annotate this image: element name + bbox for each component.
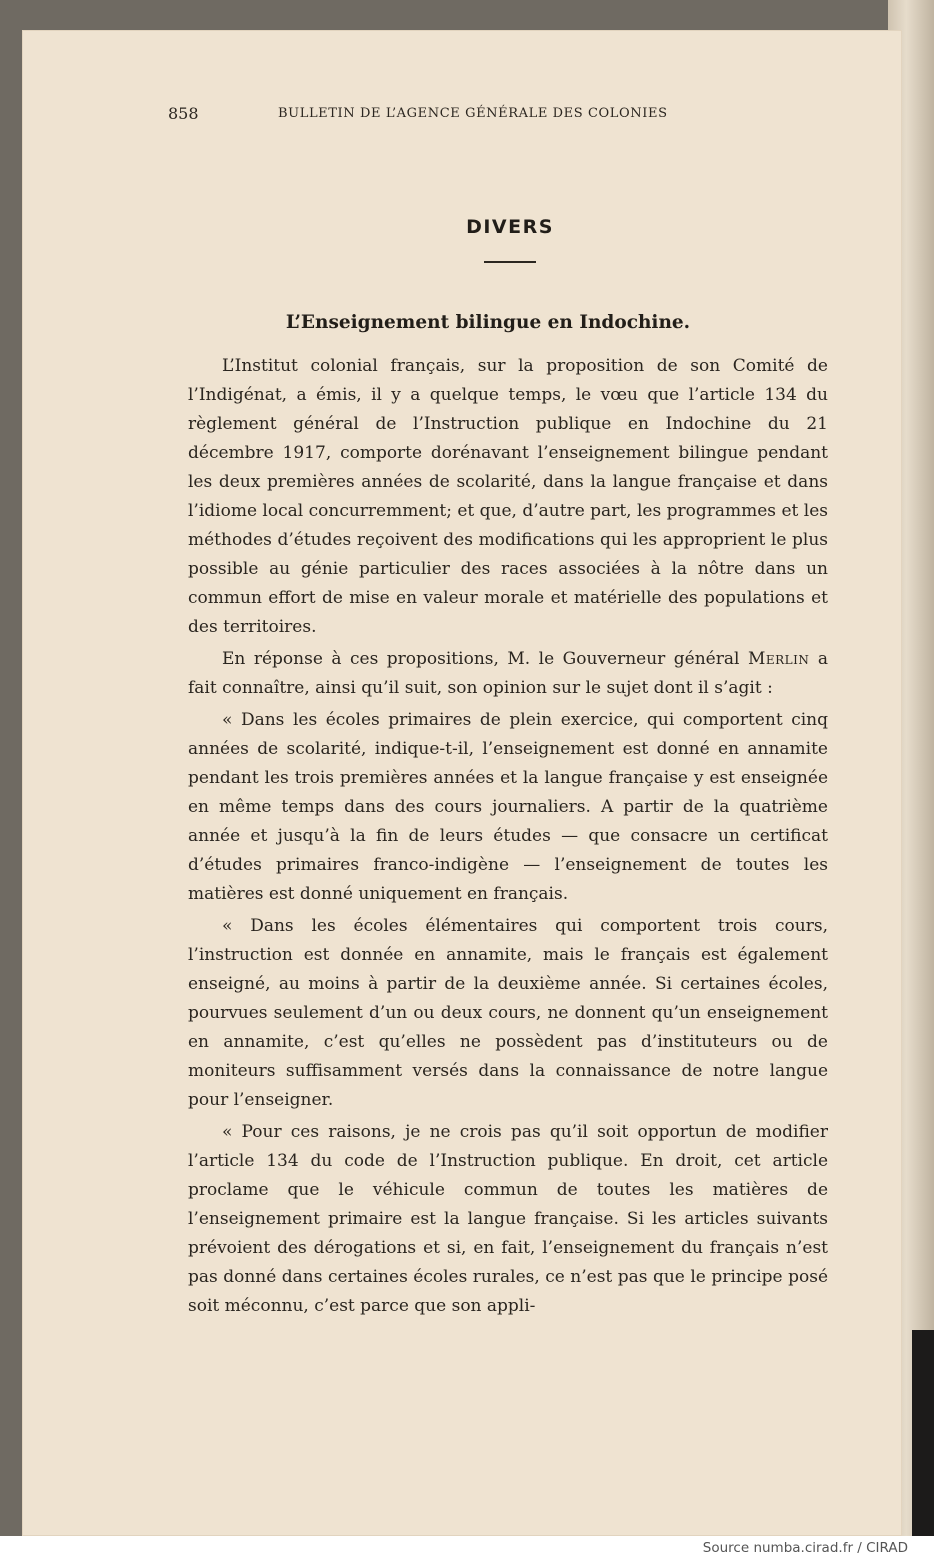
governor-name: Merlin [747, 649, 810, 669]
paragraph-2 [188, 645, 828, 703]
paragraph-2-end: a fait connaître, ainsi qu’il suit, son opinion sur le sujet dont il s’agit : [188, 649, 829, 698]
journal-title: BULLETIN DE L’AGENCE GÉNÉRALE DES COLONIES [278, 106, 668, 121]
book-spine [912, 1330, 934, 1536]
paragraph-3: « Dans les écoles primaires de plein exercice, qui comportent cinq années de scolarité, indique-t-il, l’enseignement est donné en annamite pendant les trois premières années et la langue française y est enseignée en même temps dans des cours journaliers. A partir de la quatrième année et jusqu’à la fin de leurs études — que consacre un certificat d’études primaires franco-indigène — l’enseignement de toutes les matières est donné uniquement en français. [188, 710, 828, 904]
article-title: L’Enseignement bilingue en Indochine. [285, 312, 691, 333]
running-head [168, 104, 728, 128]
page-number: 858 [168, 104, 199, 123]
paragraph-4: « Dans les écoles élémentaires qui comportent trois cours, l’instruction est donnée en annamite, mais le français est également enseigné, au moins à partir de la deuxième année. Si certaines écoles, pourvues seulement d’un ou deux cours, ne donnent qu’un enseignement en annamite, c’est qu’elles ne possèdent pas d’instituteurs ou de moniteurs suffisamment versés dans la connaissance de notre langue pour l’enseigner. [188, 916, 828, 1110]
paragraph-5: « Pour ces raisons, je ne crois pas qu’il soit opportun de modifier l’article 134 du code de l’Instruction publique. En droit, cet article proclame que le véhicule commun de toutes les matières de l’enseignement primaire est la langue française. Si les articles suivants prévoient des dérogations et si, en fait, l’enseignement du français n’est pas donné dans certaines écoles rurales, ce n’est pas que le principe posé soit méconnu, c’est parce que son appli- [188, 1122, 828, 1316]
title-divider [484, 261, 536, 263]
section-title: DIVERS [466, 216, 554, 238]
paragraph-1: L’Institut colonial français, sur la proposition de son Comité de l’Indigénat, a émis, il y a quelque temps, le vœu que l’article 134 du règlement général de l’Instruction publique en Indochine du 21 décembre 1917, comporte dorénavant l’enseignement bilingue pendant les deux premières années de scolarité, dans la langue française et dans l’idiome local concurremment; et que, d’autre part, les programmes et les méthodes d’études reçoivent des modifications qui les approprient le plus possible au génie particulier des races associées à la nôtre dans un commun effort de mise en valeur morale et matérielle des populations et des territoires. [188, 356, 828, 637]
article-body [188, 352, 828, 1324]
paragraph-2-start: En réponse à ces propositions, M. le Gouverneur général [222, 649, 740, 669]
source-caption: Source numba.cirad.fr / CIRAD [702, 1540, 908, 1556]
